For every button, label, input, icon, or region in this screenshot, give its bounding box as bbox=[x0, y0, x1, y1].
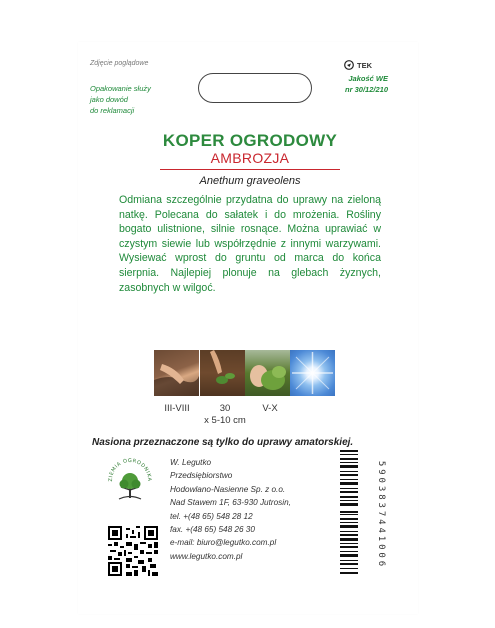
company-line: Hodowlano-Nasienne Sp. z o.o. bbox=[170, 484, 286, 494]
latin-name: Anethum graveolens bbox=[199, 175, 301, 187]
sun-photo bbox=[290, 350, 335, 396]
product-description: Odmiana szczególnie przydatna do uprawy na zieloną natkę. Polecana do sałatek i do mrożenia. Rośliny bogato ulistnione, silnie rosnące. Można uprawiać w czystym siewie lub współrzędnie z innymi warzywami. Wysiewać wprost do gruntu od marca do końca sierpnia. Najlepiej plonuje na glebach żyznych, zasobnych w wilgoć. bbox=[119, 194, 381, 294]
company-website: www.legutko.com.pl bbox=[170, 551, 243, 561]
plant-spacing: 30 x 5-10 cm bbox=[204, 403, 246, 426]
harvest-months: V-X bbox=[262, 403, 278, 414]
company-line: Nad Stawem 1F, 63-930 Jutrosin, bbox=[170, 498, 291, 508]
tree-logo-icon bbox=[105, 454, 155, 504]
company-fax: fax. +(48 65) 548 26 30 bbox=[170, 525, 255, 535]
company-info bbox=[170, 456, 340, 563]
qr-code bbox=[108, 526, 158, 576]
company-line: W. Legutko bbox=[170, 458, 212, 467]
barcode bbox=[328, 448, 358, 578]
tek-mark bbox=[344, 60, 372, 70]
tek-label: TEK bbox=[357, 60, 372, 70]
company-phone: tel. +(48 65) 548 28 12 bbox=[170, 511, 253, 521]
amateur-use-note: Nasiona przeznaczone są tylko do uprawy amatorskiej. bbox=[92, 437, 354, 448]
product-variety: AMBROZJA bbox=[210, 150, 290, 166]
hang-slot bbox=[198, 73, 312, 103]
sowing-photo bbox=[154, 350, 199, 396]
company-line: Przedsiębiorstwo bbox=[170, 471, 233, 481]
sowing-months: III-VIII bbox=[164, 403, 190, 414]
barcode-digits: 5903837441006 bbox=[376, 460, 386, 570]
receipt-note: Opakowanie służy jako dowód do reklamacji bbox=[90, 84, 151, 115]
harvest-photo bbox=[245, 350, 290, 396]
tek-logo-icon bbox=[344, 60, 354, 70]
company-email: e-mail: biuro@legutko.com.pl bbox=[170, 538, 277, 548]
logo-text: ZIEMIA OGRODNIKA bbox=[107, 457, 153, 482]
company-logo bbox=[105, 454, 155, 504]
title-divider bbox=[160, 169, 340, 170]
illustrative-note: Zdjęcie poglądowe bbox=[90, 60, 149, 67]
quality-info: Jakość WE nr 30/12/210 bbox=[345, 74, 388, 94]
spacing-photo bbox=[200, 350, 245, 396]
product-name: KOPER OGRODOWY bbox=[162, 131, 338, 150]
